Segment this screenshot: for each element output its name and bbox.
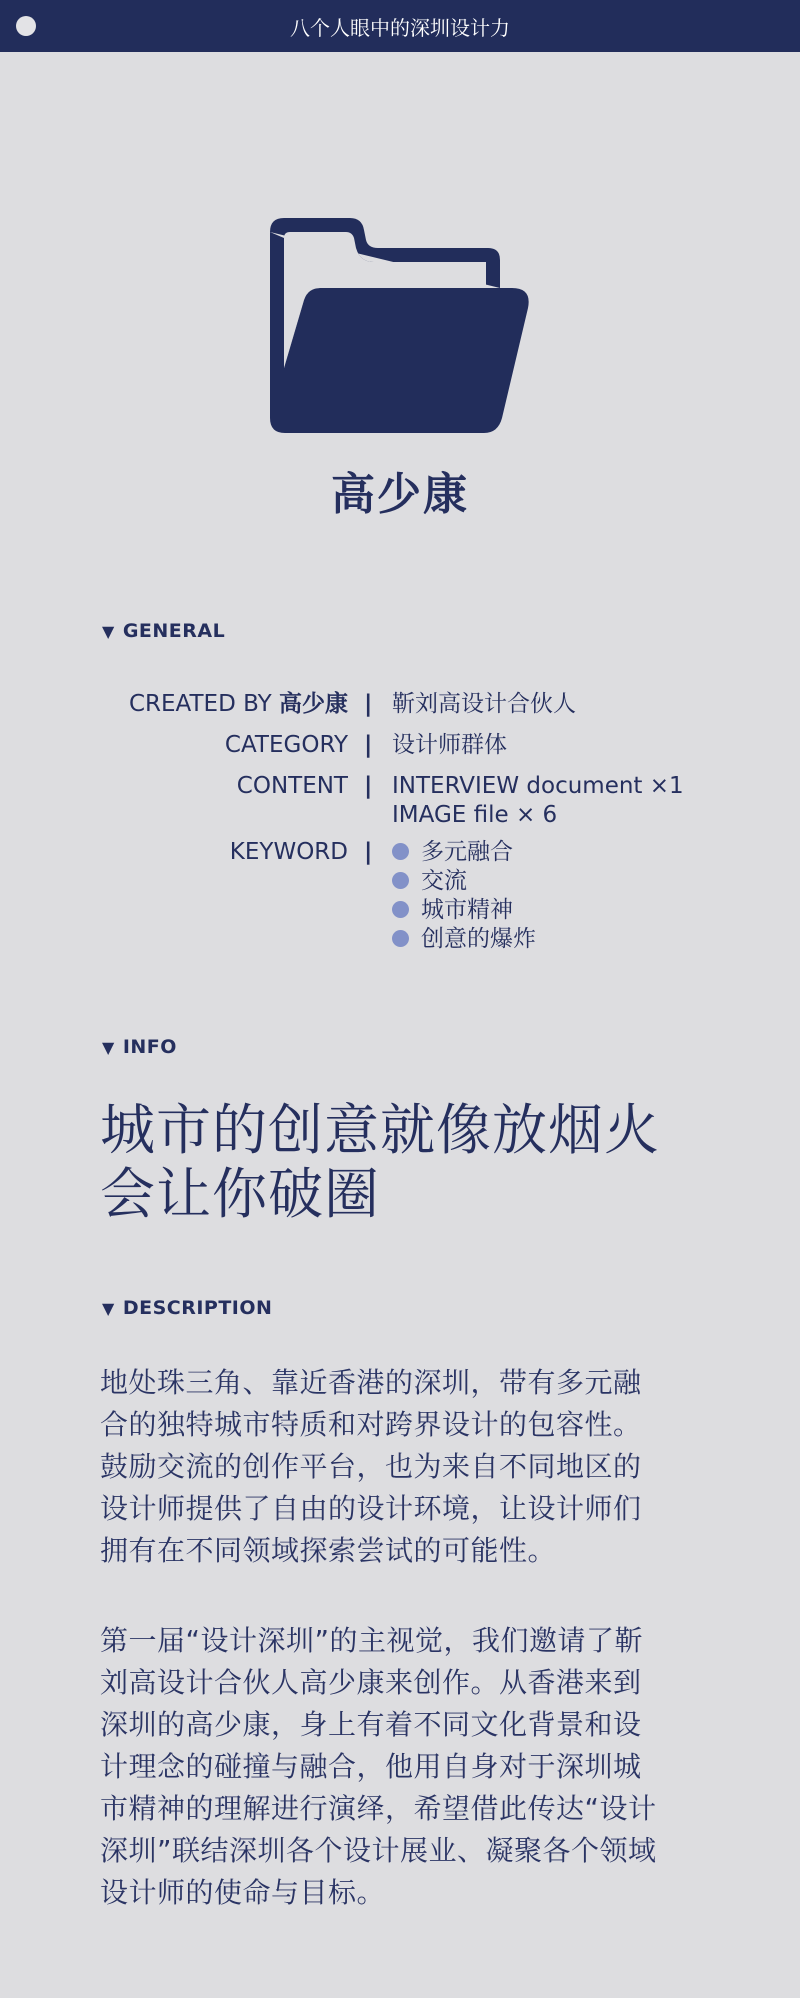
keyword-item[interactable]: 多元融合	[392, 838, 536, 867]
bullet-icon	[392, 901, 409, 918]
created-by-label: CREATED BY 高少康	[128, 691, 348, 717]
keyword-item[interactable]: 交流	[392, 867, 536, 896]
paragraph-line: 刘高设计合伙人高少康来创作。从香港来到	[100, 1666, 642, 1699]
keyword-list	[392, 838, 536, 954]
paragraph-line: 合的独特城市特质和对跨界设计的包容性。	[100, 1408, 642, 1441]
section-description-header[interactable]: ▼ DESCRIPTION	[102, 1297, 273, 1319]
category-value: 设计师群体	[392, 732, 507, 758]
headline-line: 会让你破圈	[100, 1162, 381, 1226]
keyword-item[interactable]: 城市精神	[392, 896, 536, 925]
section-info-header[interactable]: ▼ INFO	[102, 1036, 177, 1058]
triangle-down-icon: ▼	[102, 1299, 115, 1318]
paragraph-line: 第一届“设计深圳”的主视觉，我们邀请了靳	[100, 1624, 644, 1657]
paragraph-line: 深圳的高少康，身上有着不同文化背景和设	[100, 1708, 642, 1741]
description-paragraph-1	[100, 1362, 710, 1572]
paragraph-line: 鼓励交流的创作平台，也为来自不同地区的	[100, 1450, 642, 1483]
triangle-down-icon: ▼	[102, 622, 115, 641]
window-control-dot[interactable]	[16, 16, 36, 36]
created-by-value: 靳刘高设计合伙人	[392, 691, 576, 717]
content-line: INTERVIEW document ×1	[392, 773, 684, 799]
paragraph-line: 计理念的碰撞与融合，他用自身对于深圳城	[100, 1750, 642, 1783]
headline-line: 城市的创意就像放烟火	[100, 1098, 661, 1162]
keyword-label: KEYWORD	[229, 839, 348, 865]
paragraph-line: 设计师提供了自由的设计环境，让设计师们	[100, 1492, 642, 1525]
window-title: 八个人眼中的深圳设计力	[290, 15, 510, 40]
folder-icon	[270, 218, 530, 438]
title-bar	[0, 0, 800, 52]
section-general-header[interactable]: ▼ GENERAL	[102, 620, 226, 642]
paragraph-line: 深圳”联结深圳各个设计展业、凝聚各个领域	[100, 1834, 657, 1867]
paragraph-line: 设计师的使命与目标。	[100, 1876, 386, 1909]
triangle-down-icon: ▼	[102, 1038, 115, 1057]
paragraph-line: 地处珠三角、靠近香港的深圳，带有多元融	[100, 1366, 642, 1399]
bullet-icon	[392, 872, 409, 889]
info-headline	[100, 1098, 720, 1226]
separator: |	[364, 839, 373, 865]
profile-name: 高少康	[331, 469, 469, 520]
created-by-name: 高少康	[279, 691, 348, 717]
category-label: CATEGORY	[224, 732, 348, 758]
bullet-icon	[392, 843, 409, 860]
content-line: IMAGE file × 6	[392, 802, 558, 828]
separator: |	[364, 732, 373, 758]
content-value	[392, 772, 684, 830]
content-label: CONTENT	[236, 773, 348, 799]
separator: |	[364, 773, 373, 799]
separator: |	[364, 691, 373, 717]
paragraph-line: 拥有在不同领域探索尝试的可能性。	[100, 1534, 557, 1567]
paragraph-line: 市精神的理解进行演绎，希望借此传达“设计	[100, 1792, 657, 1825]
description-paragraph-2	[100, 1620, 710, 1914]
keyword-item[interactable]: 创意的爆炸	[392, 925, 536, 954]
bullet-icon	[392, 930, 409, 947]
